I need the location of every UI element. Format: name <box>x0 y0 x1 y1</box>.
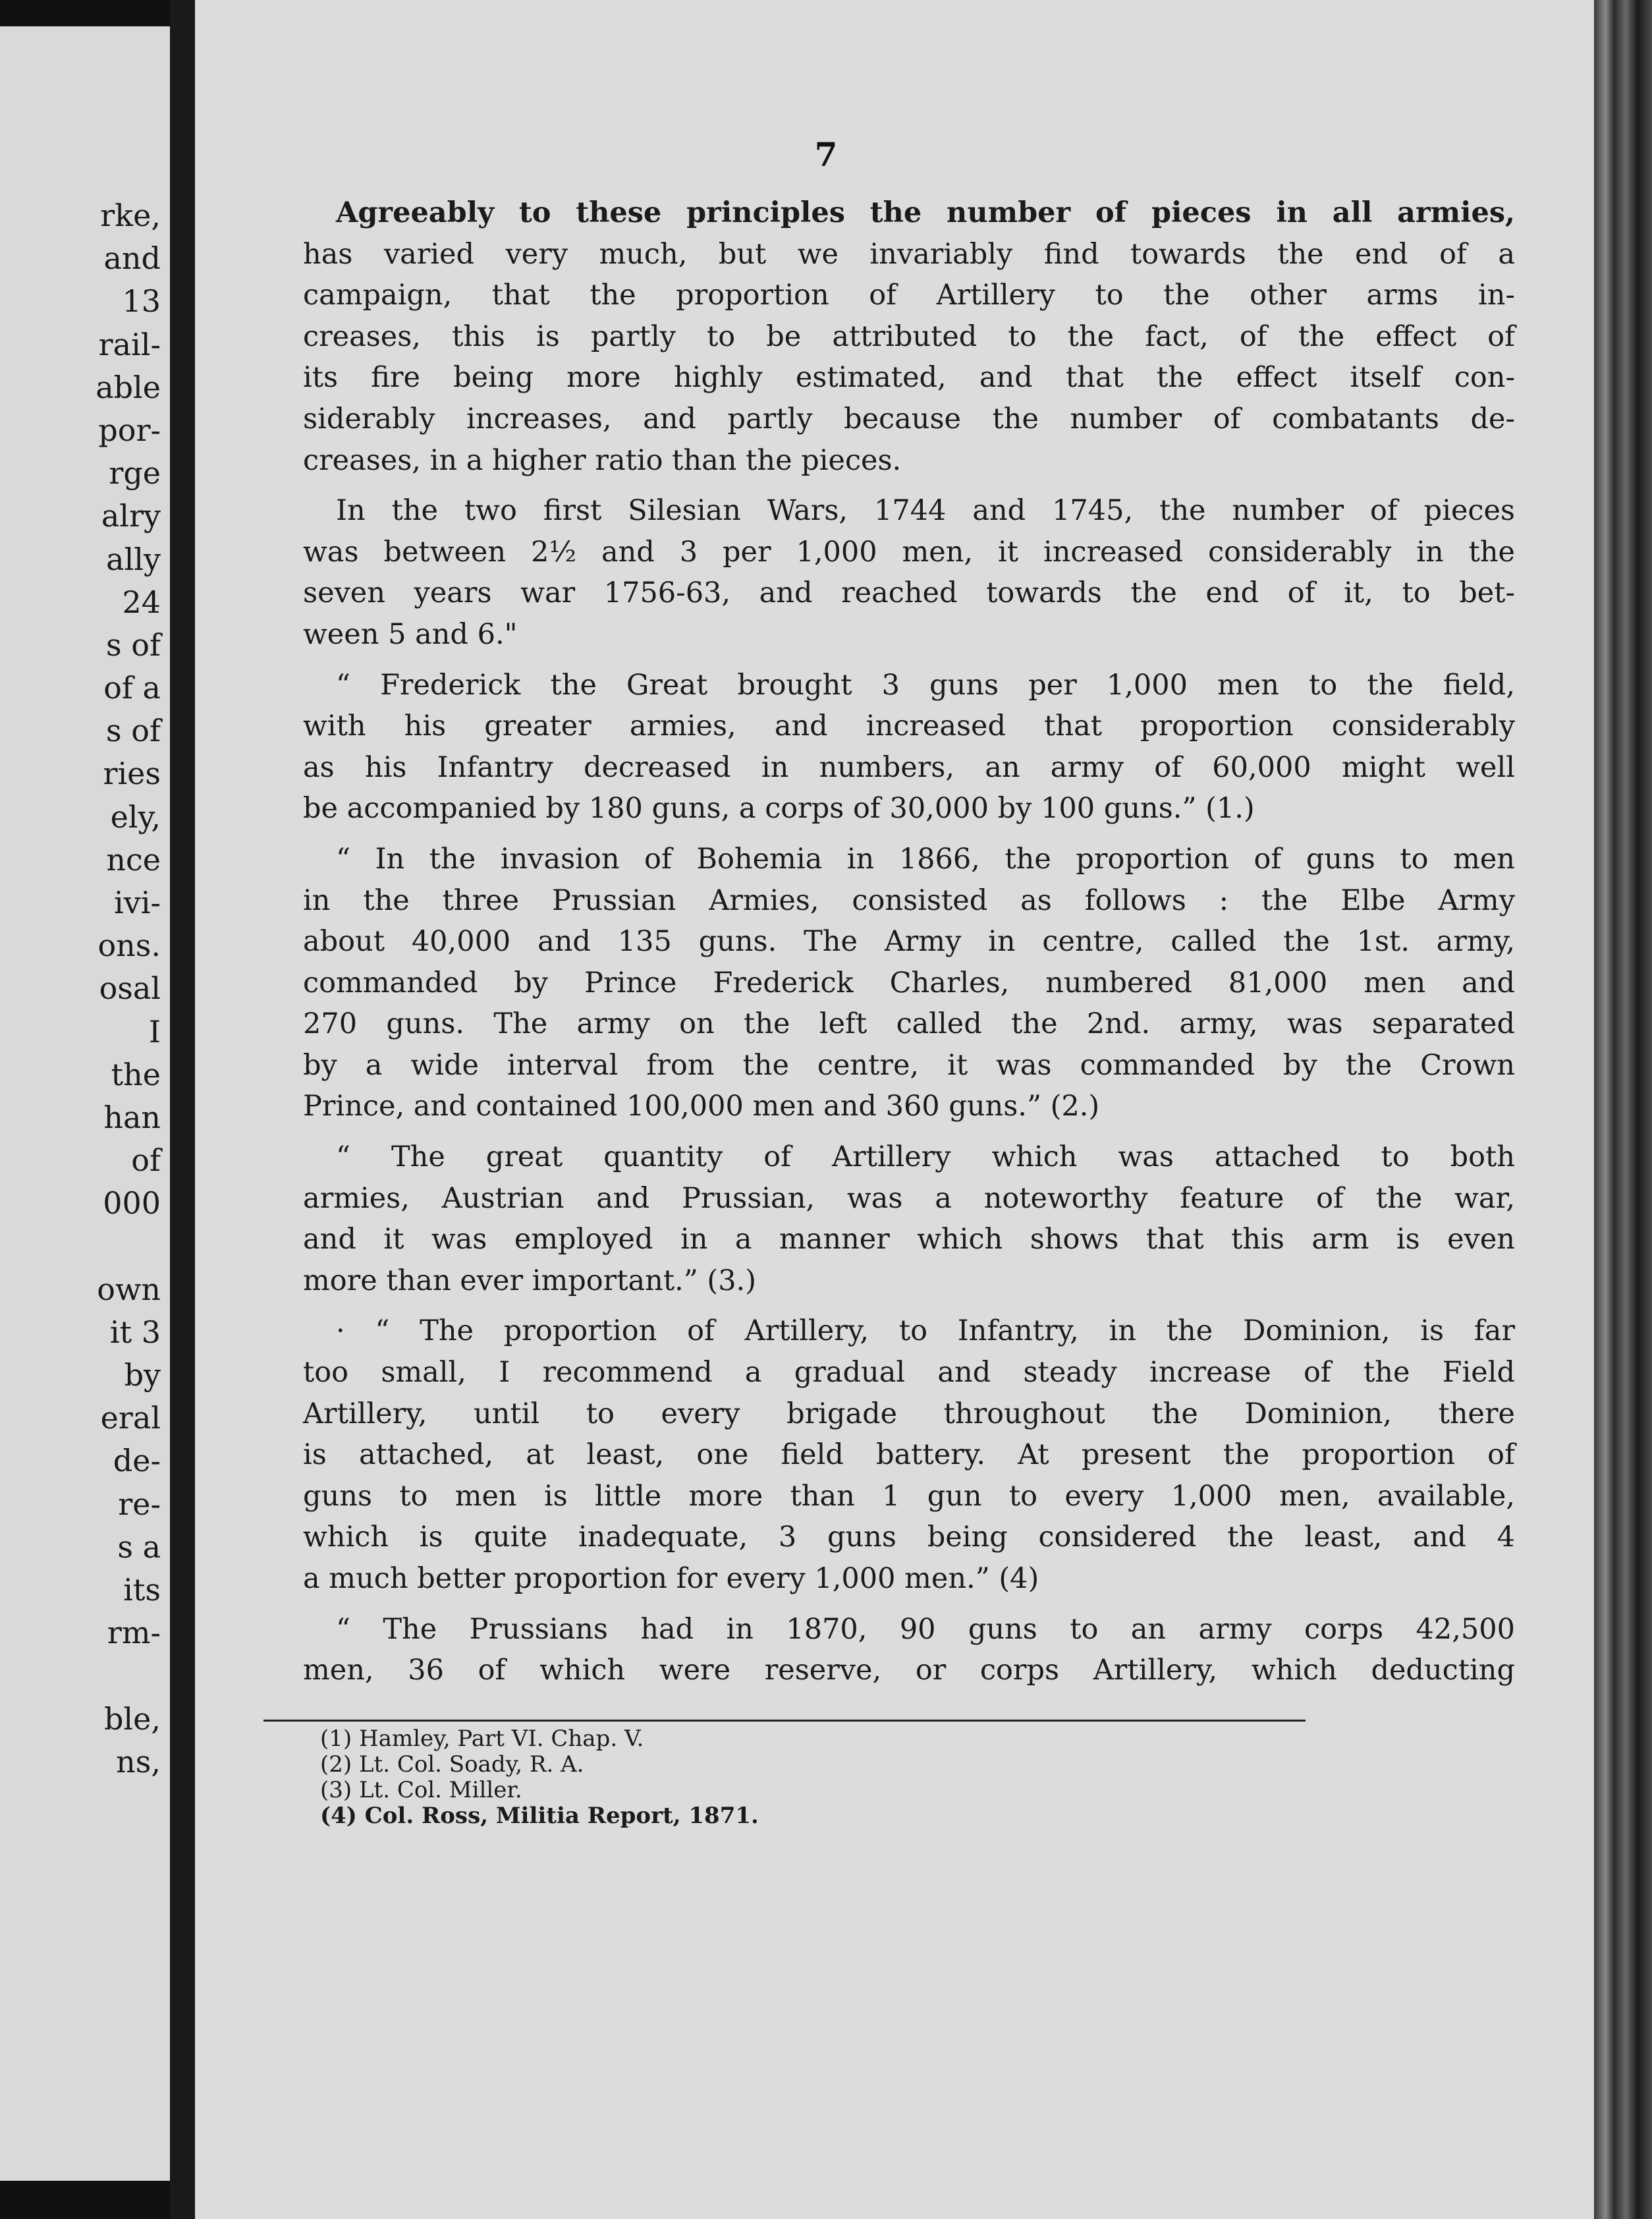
left-page-fragment: by <box>124 1357 161 1393</box>
main-page <box>195 0 1594 2219</box>
left-page-fragment: own <box>97 1271 161 1307</box>
text-line: In the two first Silesian Wars, 1744 and 1745, the number of pieces <box>336 494 1515 528</box>
text-line: “ The great quantity of Artillery which was attached to both <box>336 1140 1515 1174</box>
left-page-fragment: I <box>148 1013 161 1050</box>
text-line: seven years war 1756-63, and reached towards the end of it, to bet- <box>303 576 1515 610</box>
left-page-fragment: alry <box>101 498 161 534</box>
left-page-fragment: 13 <box>122 283 161 320</box>
text-line: and it was employed in a manner which shows that this arm is even <box>303 1223 1515 1256</box>
paragraph-gap <box>303 829 1515 839</box>
paragraph <box>303 1137 1515 1301</box>
left-page-fragment: of a <box>103 670 161 706</box>
left-page-fragment: de- <box>113 1443 161 1479</box>
footnote-1: (1) Hamley, Part VI. Chap. V. <box>320 1726 644 1752</box>
left-page-fragment: able <box>96 369 161 405</box>
left-page-fragment: it 3 <box>109 1314 161 1350</box>
paragraph-gap <box>303 1301 1515 1310</box>
left-page-fragment: s a <box>117 1529 161 1565</box>
text-line: a much better proportion for every 1,000 men.” (4) <box>303 1562 1039 1595</box>
text-line: creases, this is partly to be attributed to the fact, of the effect of <box>303 320 1515 353</box>
paragraph <box>303 490 1515 655</box>
text-line: Agreeably to these principles the number of pieces in all armies, <box>336 196 1515 229</box>
left-page-fragment: rke, <box>100 198 161 233</box>
text-line: commanded by Prince Frederick Charles, numbered 81,000 men and <box>303 966 1515 999</box>
paragraph <box>303 1310 1515 1599</box>
left-page-fragment: nce <box>106 841 161 878</box>
left-page-line-fragments <box>3 194 161 1784</box>
left-page-fragment: 24 <box>122 584 161 620</box>
text-line: men, 36 of which were reserve, or corps Artillery, which deducting <box>303 1654 1515 1687</box>
left-page-fragment <box>3 1225 161 1268</box>
book-gutter <box>170 0 195 2219</box>
text-line: armies, Austrian and Prussian, was a noteworthy feature of the war, <box>303 1181 1515 1215</box>
left-page <box>0 26 170 2181</box>
paragraph-gap <box>303 1127 1515 1137</box>
left-page-fragment: ons. <box>97 928 161 964</box>
left-page-fragment: han <box>103 1099 161 1135</box>
text-line: more than ever important.” (3.) <box>303 1264 756 1297</box>
paragraph <box>303 1609 1515 1691</box>
footnote-3: (3) Lt. Col. Miller. <box>320 1777 522 1803</box>
left-page-fragment: its <box>123 1572 161 1608</box>
text-line: campaign, that the proportion of Artillery to the other arms in- <box>303 279 1515 312</box>
left-page-fragment: ns, <box>116 1743 161 1780</box>
left-page-fragment: rge <box>109 455 161 492</box>
text-line: in the three Prussian Armies, consisted as follows : the Elbe Army <box>303 884 1515 917</box>
paragraph-gap <box>303 1600 1515 1609</box>
page-number: 7 <box>814 135 838 174</box>
text-line: is attached, at least, one field battery. At present the proportion of <box>303 1438 1515 1472</box>
footnote-4: (4) Col. Ross, Militia Report, 1871. <box>320 1803 759 1829</box>
text-line: “ Frederick the Great brought 3 guns per 1,000 men to the field, <box>336 668 1515 702</box>
text-line: siderably increases, and partly because the number of combatants de- <box>303 402 1515 435</box>
left-page-fragment: the <box>111 1056 161 1092</box>
text-line: guns to men is little more than 1 gun to every 1,000 men, available, <box>303 1479 1515 1513</box>
footnote-rule <box>263 1720 1306 1722</box>
left-page-fragment: rail- <box>98 326 161 362</box>
left-page-fragment: rm- <box>107 1615 161 1651</box>
text-line: with his greater armies, and increased that proportion considerably <box>303 710 1515 743</box>
paragraph-gap <box>303 656 1515 665</box>
text-line: 270 guns. The army on the left called the 2nd. army, was separated <box>303 1007 1515 1041</box>
text-line: too small, I recommend a gradual and steady increase of the Field <box>303 1356 1515 1390</box>
text-line: was between 2½ and 3 per 1,000 men, it increased considerably in the <box>303 535 1515 569</box>
text-line: “ The Prussians had in 1870, 90 guns to an army corps 42,500 <box>336 1612 1515 1646</box>
left-page-fragment: osal <box>99 970 161 1007</box>
text-line: · “ The proportion of Artillery, to Infantry, in the Dominion, is far <box>336 1314 1515 1348</box>
left-page-fragment: of <box>131 1142 161 1179</box>
left-page-fragment: s of <box>106 713 161 749</box>
book-page-edges <box>1594 0 1652 2219</box>
left-page-fragment: por- <box>98 412 161 448</box>
left-page-fragment <box>3 1654 161 1697</box>
text-line: creases, in a higher ratio than the pieces. <box>303 443 902 477</box>
text-line: Artillery, until to every brigade throughout the Dominion, there <box>303 1397 1515 1430</box>
text-line: as his Infantry decreased in numbers, an army of 60,000 might well <box>303 750 1515 784</box>
paragraph <box>303 839 1515 1127</box>
paragraph <box>303 665 1515 829</box>
text-line: “ In the invasion of Bohemia in 1866, the proportion of guns to men <box>336 842 1515 876</box>
text-line: about 40,000 and 135 guns. The Army in centre, called the 1st. army, <box>303 925 1515 959</box>
left-page-fragment: ries <box>103 756 161 792</box>
left-page-fragment: ely, <box>110 799 161 835</box>
left-page-fragment: and <box>103 240 161 277</box>
text-line: its fire being more highly estimated, and that the effect itself con- <box>303 361 1515 395</box>
text-line: by a wide interval from the centre, it was commanded by the Crown <box>303 1048 1515 1082</box>
text-line: be accompanied by 180 guns, a corps of 30,000 by 100 guns.” (1.) <box>303 792 1255 826</box>
text-line: which is quite inadequate, 3 guns being considered the least, and 4 <box>303 1521 1515 1554</box>
footnote-2: (2) Lt. Col. Soady, R. A. <box>320 1751 584 1778</box>
left-page-fragment: 000 <box>103 1185 161 1222</box>
paragraph <box>303 192 1515 481</box>
text-line: ween 5 and 6." <box>303 617 518 651</box>
left-page-fragment: ble, <box>103 1700 161 1737</box>
paragraph-gap <box>303 481 1515 490</box>
left-page-fragment: ivi- <box>114 885 161 920</box>
body-text <box>303 192 1515 1691</box>
left-page-fragment: ally <box>106 541 161 577</box>
text-line: Prince, and contained 100,000 men and 360 guns.” (2.) <box>303 1090 1100 1123</box>
left-page-fragment: eral <box>100 1400 161 1436</box>
text-line: has varied very much, but we invariably find towards the end of a <box>303 237 1515 271</box>
footnotes <box>320 1726 1111 1829</box>
left-page-fragment: s of <box>106 627 161 663</box>
left-page-fragment: re- <box>118 1486 161 1522</box>
